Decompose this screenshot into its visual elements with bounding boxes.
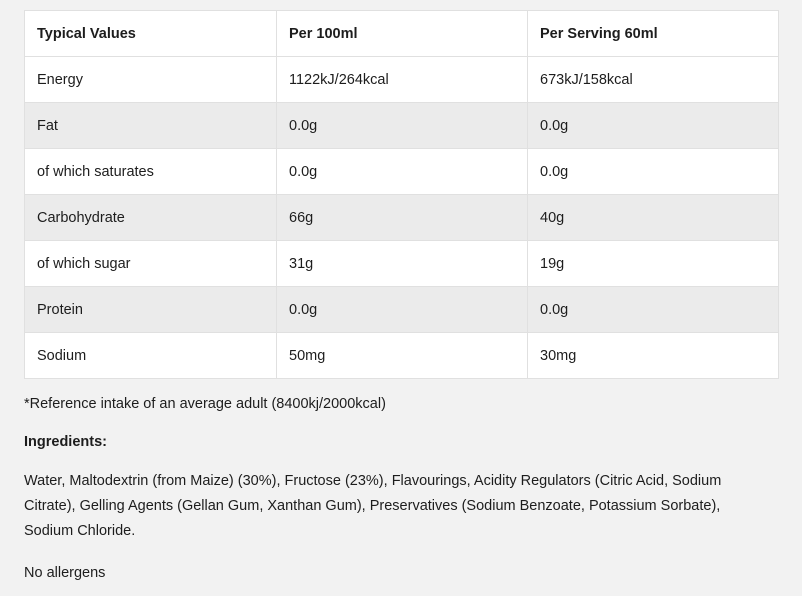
row-label: Sodium — [25, 333, 277, 379]
row-label: Carbohydrate — [25, 195, 277, 241]
table-row — [25, 103, 779, 149]
table-row — [25, 287, 779, 333]
table-row — [25, 149, 779, 195]
row-value-per-100ml: 1122kJ/264kcal — [277, 57, 528, 103]
row-value-per-serving: 19g — [528, 241, 779, 287]
row-label: of which sugar — [25, 241, 277, 287]
nutrition-table — [24, 10, 779, 379]
table-row — [25, 333, 779, 379]
reference-intake-footnote: *Reference intake of an average adult (8400kj/2000kcal) — [24, 396, 386, 412]
table-row — [25, 195, 779, 241]
row-label: Protein — [25, 287, 277, 333]
row-value-per-serving: 0.0g — [528, 287, 779, 333]
row-value-per-100ml: 31g — [277, 241, 528, 287]
row-label: of which saturates — [25, 149, 277, 195]
table-row — [25, 241, 779, 287]
table-body — [25, 57, 779, 379]
allergens-text: No allergens — [24, 564, 106, 581]
column-header-per-100ml: Per 100ml — [277, 11, 528, 57]
row-label: Energy — [25, 57, 277, 103]
row-value-per-100ml: 66g — [277, 195, 528, 241]
row-value-per-serving: 0.0g — [528, 149, 779, 195]
row-label: Fat — [25, 103, 277, 149]
column-header-typical-values: Typical Values — [25, 11, 277, 57]
row-value-per-100ml: 50mg — [277, 333, 528, 379]
row-value-per-serving: 30mg — [528, 333, 779, 379]
table-row — [25, 57, 779, 103]
row-value-per-100ml: 0.0g — [277, 103, 528, 149]
row-value-per-serving: 40g — [528, 195, 779, 241]
table-header — [25, 11, 779, 57]
column-header-per-serving: Per Serving 60ml — [528, 11, 779, 57]
table-header-row — [25, 11, 779, 57]
row-value-per-100ml: 0.0g — [277, 149, 528, 195]
row-value-per-serving: 673kJ/158kcal — [528, 57, 779, 103]
row-value-per-serving: 0.0g — [528, 103, 779, 149]
row-value-per-100ml: 0.0g — [277, 287, 528, 333]
ingredients-heading: Ingredients: — [24, 434, 107, 450]
ingredients-text: Water, Maltodextrin (from Maize) (30%), Fructose (23%), Flavourings, Acidity Regulators (Citric Acid, Sodium Citrate), Gelling Agents (Gellan Gum, Xanthan Gum), Preservatives (Sodium Benzoate, Potassium Sorbate), Sodium Chloride. — [24, 473, 722, 539]
